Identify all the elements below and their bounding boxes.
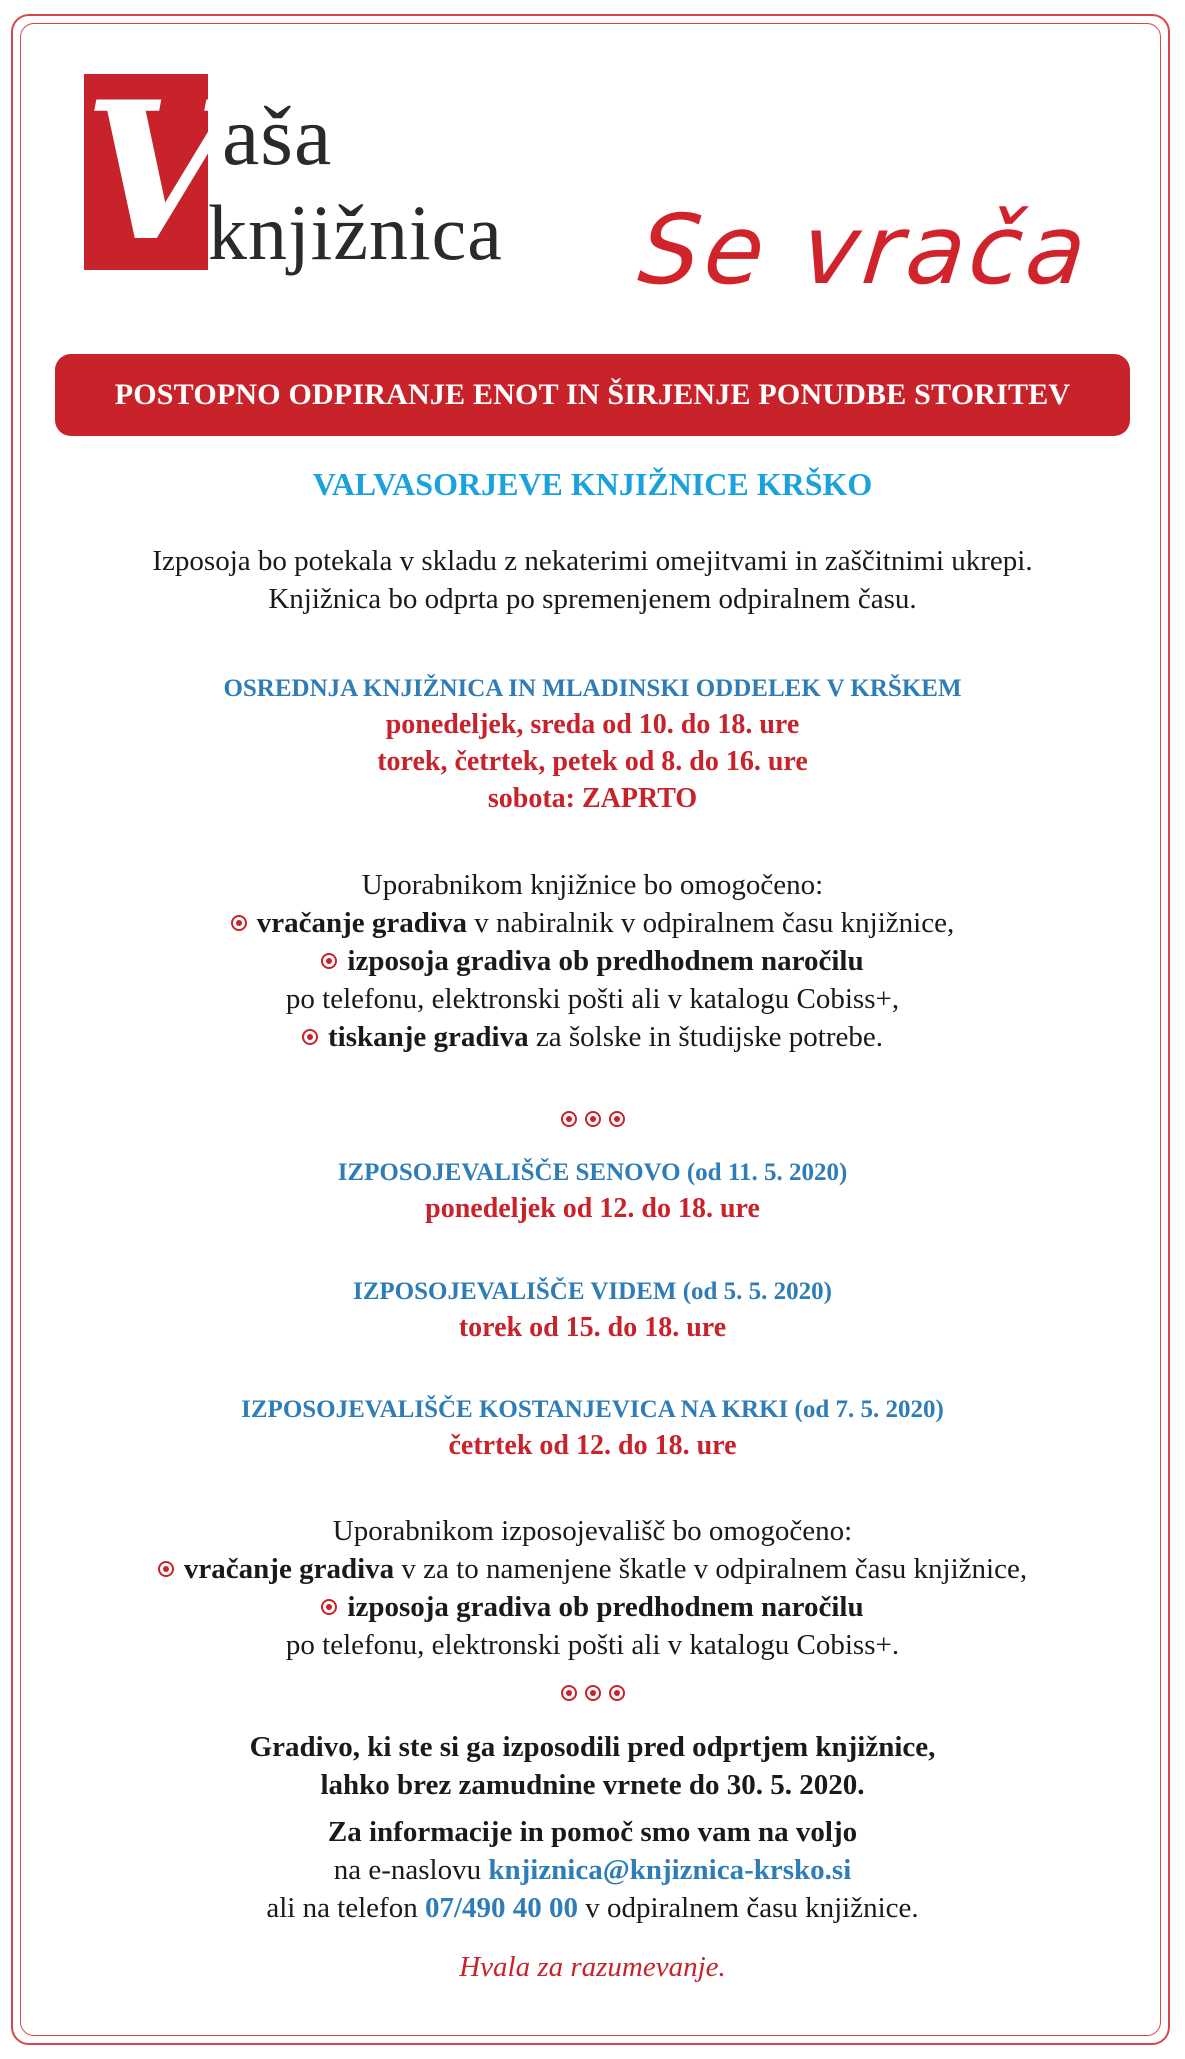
services1-item-3: tiskanje gradiva za šolske in študijske potrebe. bbox=[40, 1018, 1145, 1056]
thanks-block bbox=[40, 1948, 1145, 1986]
separator-2 bbox=[40, 1686, 1145, 1704]
intro-line-2: Knjižnica bo odprta po spremenjenem odpiralnem času. bbox=[268, 583, 917, 615]
return-note-block bbox=[40, 1728, 1145, 1804]
branch-heading: IZPOSOJEVALIŠČE KOSTANJEVICA NA KRKI (od 7. 5. 2020) bbox=[241, 1396, 944, 1423]
logo-initial-letter: V bbox=[84, 60, 232, 283]
branch-videm bbox=[40, 1275, 1145, 1346]
services2-item-1: vračanje gradiva v za to namenjene škatle v odpiralnem času knjižnice, bbox=[40, 1550, 1145, 1588]
email-link[interactable]: knjiznica@knjiznica-krsko.si bbox=[488, 1854, 852, 1886]
services1-item-2: izposoja gradiva ob predhodnem naročilu bbox=[40, 942, 1145, 980]
branch-hours: torek od 15. do 18. ure bbox=[458, 1312, 727, 1343]
branch-heading: IZPOSOJEVALIŠČE VIDEM (od 5. 5. 2020) bbox=[352, 1278, 833, 1305]
services2-item-2-cont: po telefonu, elektronski pošti ali v katalogu Cobiss+. bbox=[285, 1629, 900, 1661]
subtitle: VALVASORJEVE KNJIŽNICE KRŠKO bbox=[312, 466, 873, 502]
main-unit-hours-1: ponedeljek, sreda od 10. do 18. ure bbox=[385, 709, 800, 740]
logo-text-line2: knjižnica bbox=[208, 189, 503, 276]
intro-block bbox=[40, 542, 1145, 618]
separator-1 bbox=[40, 1112, 1145, 1130]
contact-email-line: na e-naslovu knjiznica@knjiznica-krsko.si bbox=[333, 1854, 852, 1886]
title-banner: POSTOPNO ODPIRANJE ENOT IN ŠIRJENJE PONUDBE STORITEV bbox=[55, 354, 1130, 436]
services-branches-block bbox=[40, 1512, 1145, 1664]
main-unit-hours-2: torek, četrtek, petek od 8. do 16. ure bbox=[377, 746, 808, 777]
intro-line-1: Izposoja bo potekala v skladu z nekaterimi omejitvami in zaščitnimi ukrepi. bbox=[152, 545, 1033, 577]
thanks-text: Hvala za razumevanje. bbox=[459, 1951, 726, 1983]
services2-intro: Uporabnikom izposojevališč bo omogočeno: bbox=[332, 1515, 853, 1547]
bullet-icon bbox=[321, 1599, 337, 1615]
bullet-icon bbox=[158, 1561, 174, 1577]
services1-item-2-cont: po telefonu, elektronski pošti ali v katalogu Cobiss+, bbox=[285, 983, 900, 1015]
main-unit-hours-3: sobota: ZAPRTO bbox=[487, 783, 698, 814]
contact-block bbox=[40, 1813, 1145, 1927]
bullet-icon bbox=[302, 1029, 318, 1045]
return-note-line-2: lahko brez zamudnine vrnete do 30. 5. 2020. bbox=[320, 1769, 865, 1801]
branch-hours: četrtek od 12. do 18. ure bbox=[448, 1430, 737, 1461]
phone-link[interactable]: 07/490 40 00 bbox=[424, 1892, 579, 1924]
bullet-icon bbox=[321, 953, 337, 969]
main-unit-heading: OSREDNJA KNJIŽNICA IN MLADINSKI ODDELEK V KRŠKEM bbox=[223, 675, 962, 702]
separator-dots-icon bbox=[557, 1686, 629, 1704]
branch-kostanjevica bbox=[40, 1393, 1145, 1464]
branch-hours: ponedeljek od 12. do 18. ure bbox=[425, 1193, 760, 1224]
bullet-icon bbox=[231, 915, 247, 931]
separator-dots-icon bbox=[557, 1112, 629, 1130]
services1-intro: Uporabnikom knjižnice bo omogočeno: bbox=[361, 869, 824, 901]
logo-text-line1: aša bbox=[222, 90, 333, 183]
services1-item-1: vračanje gradiva v nabiralnik v odpiralnem času knjižnice, bbox=[40, 904, 1145, 942]
contact-phone-line: ali na telefon 07/490 40 00 v odpiralnem času knjižnice. bbox=[266, 1892, 919, 1924]
subtitle-block bbox=[40, 464, 1145, 504]
logo-tagline: Se vrača bbox=[634, 194, 1096, 306]
main-unit-block bbox=[40, 672, 1145, 817]
services-library-block bbox=[40, 866, 1145, 1056]
contact-heading: Za informacije in pomoč smo vam na voljo bbox=[327, 1816, 858, 1848]
services2-item-2: izposoja gradiva ob predhodnem naročilu bbox=[40, 1588, 1145, 1626]
return-note-line-1: Gradivo, ki ste si ga izposodili pred odprtjem knjižnice, bbox=[249, 1731, 936, 1763]
branch-heading: IZPOSOJEVALIŠČE SENOVO (od 11. 5. 2020) bbox=[337, 1159, 848, 1186]
branch-senovo bbox=[40, 1156, 1145, 1227]
